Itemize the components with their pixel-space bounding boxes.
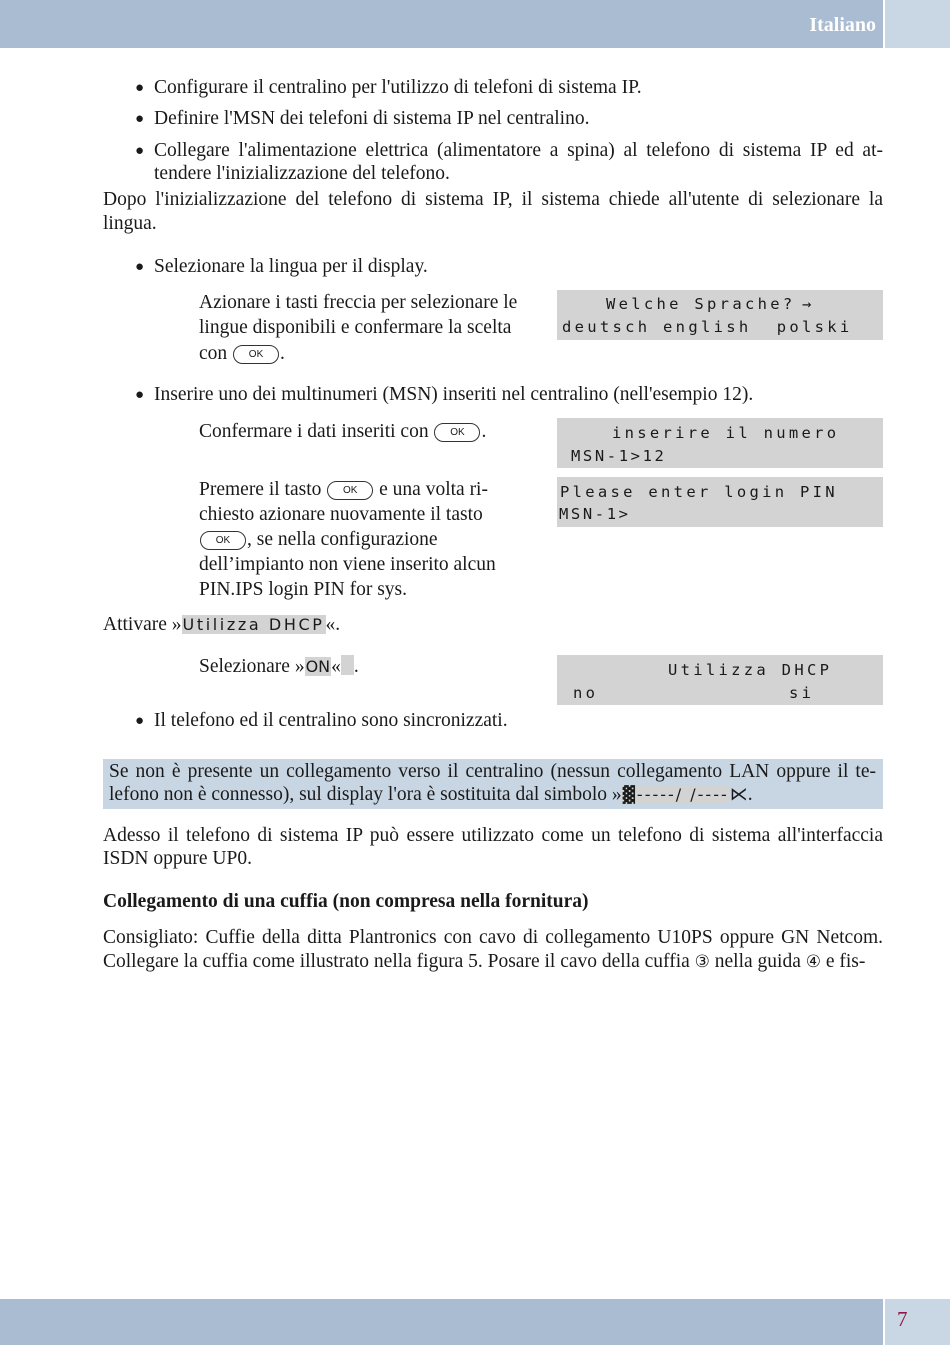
- offline-symbol: ▓-----/ /----: [622, 785, 729, 804]
- list-item: Definire l'MSN dei telefoni di sistema IP nel centralino.: [154, 108, 590, 129]
- instruction-line: OK , se nella configurazione: [199, 528, 438, 552]
- lcd-msn: [557, 418, 883, 468]
- bullet-dot: ●: [135, 143, 145, 159]
- list-item: Inserire uno dei multinumeri (MSN) inseriti nel centralino (nell'esempio 12).: [154, 384, 754, 405]
- instruction-line: Azionare i tasti freccia per selezionare le: [199, 292, 518, 313]
- ok-key-icon: OK: [434, 423, 480, 442]
- cursor-block: [341, 655, 354, 675]
- list-item: Il telefono ed il centralino sono sincronizzati.: [154, 710, 508, 731]
- lcd-option-si: si: [789, 684, 815, 702]
- instruction-line: con OK .: [199, 343, 285, 364]
- list-item: Configurare il centralino per l'utilizzo di telefoni di sistema IP.: [154, 77, 642, 98]
- lcd-line: MSN-1>12: [571, 447, 667, 465]
- paragraph-line: Collegare la cuffia come illustrato nella figura 5. Posare il cavo della cuffia ③ nella guida ④ e fis-: [103, 951, 866, 972]
- list-item: Selezionare la lingua per il display.: [154, 256, 428, 277]
- paragraph-line: ISDN oppure UP0.: [103, 848, 252, 869]
- bullet-dot: ●: [135, 111, 145, 127]
- lcd-pin: [557, 477, 883, 527]
- instruction-line: chiesto azionare nuovamente il tasto: [199, 504, 483, 525]
- lcd-line: MSN-1>: [559, 505, 631, 523]
- instruction-line: PIN.IPS login PIN for sys.: [199, 579, 408, 600]
- callout-4-icon: ④: [805, 952, 821, 972]
- bullet-dot: ●: [135, 80, 145, 96]
- ok-key-icon: OK: [200, 531, 246, 550]
- bullet-dot: ●: [135, 713, 145, 729]
- ok-key-icon: OK: [233, 345, 279, 364]
- bullet-dot: ●: [135, 387, 145, 403]
- paragraph-line: Adesso il telefono di sistema IP può essere utilizzato come un telefono di sistema all'interfaccia: [103, 825, 883, 846]
- inline-display-text: Utilizza DHCP: [182, 615, 325, 634]
- instruction-line: dell’impianto non viene inserito alcun: [199, 554, 496, 575]
- paragraph-line: Consigliato: Cuffie della ditta Plantronics con cavo di collegamento U10PS oppure GN Netcom.: [103, 927, 883, 948]
- instruction-line: Premere il tasto OK e una volta ri-: [199, 479, 488, 500]
- header-band: [0, 0, 883, 48]
- footer-tab: [885, 1299, 950, 1345]
- footer-band: [0, 1299, 883, 1345]
- callout-3-icon: ③: [694, 952, 710, 972]
- instruction-line: lingue disponibili e confermare la scelta: [199, 317, 512, 338]
- instruction-line: Selezionare »ON« .: [199, 656, 359, 677]
- lcd-line: Utilizza DHCP: [668, 661, 833, 679]
- note-line: lefono non è connesso), sul display l'ora è sostituita dal simbolo »▓-----/ /----⋉.: [109, 784, 753, 805]
- lcd-line: Please enter login PIN: [560, 483, 838, 501]
- note-line: Se non è presente un collegamento verso il centralino (nessun collegamento LAN oppure il te-: [109, 761, 876, 782]
- disconnected-icon: ⋉: [729, 784, 748, 805]
- paragraph-line: Dopo l'inizializzazione del telefono di sistema IP, il sistema chiede all'utente di selezionare la: [103, 189, 883, 210]
- section-heading: Collegamento di una cuffia (non compresa nella fornitura): [103, 891, 589, 912]
- list-item: Collegare l'alimentazione elettrica (alimentatore a spina) al telefono di sistema IP ed at-: [154, 140, 883, 161]
- lcd-dhcp: [557, 655, 883, 705]
- lcd-language: [557, 290, 883, 340]
- lcd-line: deutsch english polski: [562, 318, 853, 336]
- lcd-option-no: no: [573, 684, 599, 702]
- instruction-line: Confermare i dati inseriti con OK .: [199, 421, 487, 442]
- language-label: Italiano: [809, 14, 876, 36]
- ok-key-icon: OK: [327, 481, 373, 500]
- arrow-right-icon: →: [802, 295, 812, 313]
- paragraph-line: lingua.: [103, 213, 157, 234]
- header-tab: [885, 0, 950, 48]
- bullet-dot: ●: [135, 259, 145, 275]
- lcd-line: Welche Sprache?: [606, 295, 796, 313]
- lcd-line: inserire il numero: [612, 424, 840, 442]
- inline-display-text: ON: [305, 657, 331, 676]
- list-item-cont: tendere l'inizializzazione del telefono.: [154, 163, 450, 184]
- instruction-line: Attivare »Utilizza DHCP«.: [103, 614, 341, 635]
- page-number: 7: [897, 1307, 908, 1331]
